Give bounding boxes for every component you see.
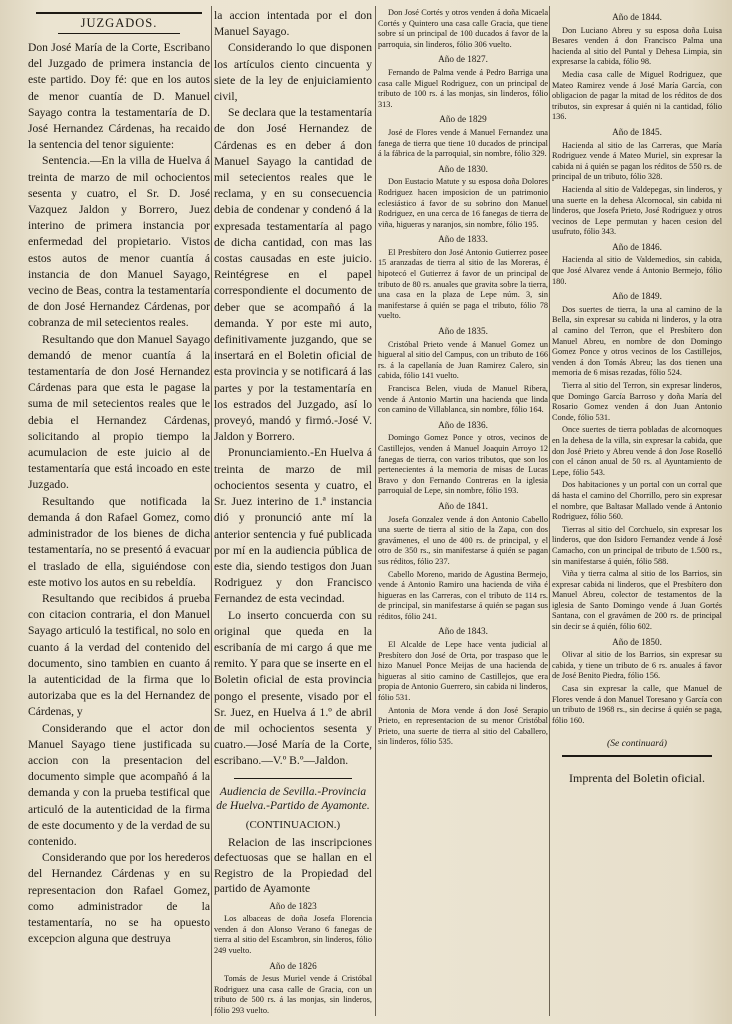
- entries-list: [378, 8, 548, 748]
- entry: Cristóbal Prieto vende á Manuel Gomez un higueral al sitio del Campus, con un tributo de 166 rs. á la capellanía de Juan Ramirez Calero, sin cabida, fólio 141 vuelto.: [378, 339, 548, 381]
- entry: Hacienda al sitio de Valdepegas, sin linderos, y una suerte en la dehesa Alcornocal, sin cabida ni linderos, que Josefa Prieto, José Rodriguez y otros vecinos de Lepe permutan y hacen cesion del usufruto, fólio 343.: [552, 184, 722, 237]
- continuacion-label: (CONTINUACION.): [245, 818, 341, 831]
- paragraph: Don José María de la Corte, Escribano del Juzgado de primera instancia de este partido. Doy fé: que en los autos de menor cuantía de D. Manuel Sayago contra la testamentaría de D. José Hernandez Cárdenas, ha recaido la sentencia del tenor siguiente:: [28, 41, 210, 152]
- entry: El Presbítero don José Antonio Gutierrez posee 15 aranzadas de tierra al sitio de las Moreras, é hipotecó el Gutierrez á favor de un principal de tributo de 80 rs. anuales que gravita sobre la tierra, una casa en la plaza de Lepe núm. 3, sin manifestarse á quién se paga el tributo, fólio 78 vuelto.: [378, 247, 548, 321]
- column-4: [552, 8, 722, 1018]
- paragraph: Resultando que recibidos á prueba con citacion contraria, el don Manuel Sayago articuló la testifical, no solo en cuanto á la verdad del contenido del documento, sino tambien en cuanto á la autenticidad de la firma que lo autorizaba que es la del Hernandez de Cárdenas, y: [28, 591, 210, 719]
- year-heading: Año de 1836.: [438, 419, 488, 430]
- entry: Fernando de Palma vende á Pedro Barriga una casa calle Miguel Rodriguez, con un principal de tributo de 100 rs. á las monjas, sin linderos, fólio 313.: [378, 67, 548, 109]
- year-heading: Año de 1833.: [438, 234, 488, 245]
- paragraph: Se declara que la testamentaría de don José Hernandez de Cárdenas es en deber á don Manuel Sayago la cantidad de mil setecientos reales que le reclama, y en su consecuencia debia de condenar y condenó á la expresada testamentaría al pago de dicha cantidad, con mas las costas causadas en este juicio. Reintégrese en el papel correspondiente el documento de deber que se acompañó á la demanda. Y por este mi auto, definitivamente juzgando, que se insertará en el Boletin oficial de esta provincia y se notificará á las partes y por la testamentaría en los estrados del Juzgado, así lo proveyó, mandó y firmó.-José V. Jaldon y Borrero.: [214, 106, 372, 444]
- entry: Los albaceas de doña Josefa Florencia venden á don Alonso Verano 6 fanegas de tierra al sitio del Escambron, sin linderos, fólio 249 vuelto.: [214, 914, 372, 955]
- year-heading: Año de 1843.: [438, 626, 488, 637]
- entry: Dos habitaciones y un portal con un corral que dá hasta el camino del Chorrillo, pero sin expresar el nombre, que Baltasar Mallado vende á Antonio Rodriguez, fólio 560.: [552, 480, 722, 522]
- entry: Tomás de Jesus Muriel vende á Cristóbal Rodriguez una casa calle de Gracia, con un tributo de 500 rs. á las monjas, sin linderos, fólio 293 vuelto.: [214, 974, 372, 1015]
- entry: El Alcalde de Lepe hace venta judicial al Presbítero don José de Orta, por traspaso que le hizo Manuel Ponce Meijas de una hacienda de higueras al sitio camino de Castillejos, que era propia de Antonio Guerrero, sin cabida ni linderos, fólio 531.: [378, 640, 548, 703]
- paragraph: Relacion de las inscripciones defectuosas que se hallan en el Registro de la Propiedad del partido de Ayamonte: [214, 835, 372, 896]
- paragraph: Lo inserto concuerda con su original que queda en la escribanía de mi cargo á que me remito. Y para que se inserte en el Boletin oficial de esta provincia pongo el presente, visado por el Sr. Juez, en Huelva á 1.º de abril de mil ochocientos sesenta y cuatro.—José María de la Corte, escribano.—V.º B.º—Jaldon.: [214, 608, 372, 768]
- paragraph: Resultando que notificada la demanda á don Rafael Gomez, como administrador de los bienes de dicha testamentaría, no se presentó á evacuar el traslado de ella, siguiéndose con este motivo los autos en su rebeldía.: [28, 494, 210, 589]
- entry: Don José Cortés y otros venden á doña Micaela Cortés y Quintero una casa calle Gracia, que tiene sobre sí un principal de 100 ducados á favor de la parroquia, sin linderos, fólio 306 vuelto.: [378, 8, 548, 49]
- judgment-continuation: [214, 8, 372, 770]
- entry: Hacienda al sitio de Valdemedios, sin cabida, que José Alvarez vende á Antonio Bermejo, fólio 180.: [552, 255, 722, 286]
- year-heading: Año de 1850.: [612, 636, 662, 647]
- entry: Casa sin expresar la calle, que Manuel de Flores vende á don Manuel Toresano y García con un tributo de 1968 rs., sin decirse á quién se paga, fólio 160.: [552, 684, 722, 725]
- continuation-note: (Se continuará): [607, 738, 667, 750]
- year-heading: Año de 1829: [439, 114, 487, 125]
- paragraph: Sentencia.—En la villa de Huelva á treinta de marzo de mil ochocientos sesenta y cuatro, el Sr. D. José Vazquez Jaldon y Borrero, Juez interino de primera instancia por enfermedad del propietario. Vistos estos autos de menor cuantía á instancia de don Manuel Sayago, vecino de Beas, contra la testamentaría de don José Hernandez Cárdenas, por cobranza de mil setecientos reales.: [28, 154, 210, 330]
- paragraph: Pronunciamiento.-En Huelva á treinta de marzo de mil ochocientos sesenta y cuatro, el Sr. Juez interino de 1.ª instancia dió y pronunció ante mí la anterior sentencia y fué publicada por mí en la audiencia pública de este dia, siendo testigos don Juan Rodriguez y don Francisco Fernandez de esta vecindad.: [214, 446, 372, 606]
- entry: Cabello Moreno, marido de Agustina Bermejo, vende á Antonio Ramiro una hacienda de viña é higueras en las Carreras, con el tributo de 114 rs. de principal, sin manifestarse á quién se pagan sus réditos, fólio 241.: [378, 569, 548, 621]
- entry: Don Eustacio Matute y su esposa doña Dolores Rodriguez hacen imposicion de un patrimonio eclesiástico á favor de su sobrino don Manuel Rodriguez, en una cerca de 16 fanegas de tierra de viña, higueras y naranjos, sin nombre, fólio 195.: [378, 177, 548, 229]
- year-heading: Año de 1827.: [438, 54, 488, 65]
- audiencia-title: Audiencia de Sevilla.-Provincia de Huelva.-Partido de Ayamonte.: [216, 785, 370, 812]
- column-rule: [375, 6, 376, 1016]
- header-rule: [36, 12, 202, 14]
- column-1: [28, 8, 210, 1018]
- column-rule: [549, 6, 550, 1016]
- entry: Francisca Belen, viuda de Manuel Ribera, vende á Antonio Martin una hacienda que linda con camino de Villablanca, sin nombre, fólio 164.: [378, 384, 548, 415]
- entry: Antonia de Mora vende á don José Serapio Prieto, en representacion de su menor Cristóbal Prieto, una suerte de tierra al sitio del Caballero, sin linderos, fólio 535.: [378, 705, 548, 747]
- entry: Media casa calle de Miguel Rodriguez, que Mateo Ramirez vende á José María García, con obligacion de pagar la mitad de los réditos de dos tributos, sin expresar á quién ni la cantidad, fólio 136.: [552, 69, 722, 122]
- paragraph: Considerando que el actor don Manuel Sayago tiene justificada su accion con la presentacion del documento simple que acompañó á la demanda y con la prueba testifical que articuló de la autenticidad de la firma de este documento y de la verdad de su contenido.: [28, 721, 210, 848]
- entry: Don Luciano Abreu y su esposa doña Luisa Besares venden á don Francisco Palma una hacienda al sitio del Puntal y Dehesa Limpia, sin expresarse la cabida, fólio 98.: [552, 25, 722, 67]
- year-heading: Año de 1841.: [438, 500, 488, 511]
- footer-rule: [562, 755, 712, 757]
- entry: Once suertes de tierra pobladas de alcornoques en la dehesa de la villa, sin expresar la cabida, que don José Prieto y Abreu vende á don Jose Roselló con el cánon anual de 50 rs. al Ayuntamiento de Lepe, fólio 543.: [552, 425, 722, 477]
- entry: José de Flores vende á Manuel Fernandez una fanega de tierra que tiene 10 ducados de principal á la fábrica de la parroquial, sin nombre, fólio 329.: [378, 127, 548, 159]
- relacion-text: [214, 835, 372, 897]
- year-heading: Año de 1849.: [612, 291, 662, 302]
- entry: Dos suertes de tierra, la una al camino de la Bella, sin expresar su cabida ni linderos, y la otra al camino del Terron, que el Presbítero don Manuel Abreu, en nombre de don Domingo Gomez Ponce y otros vecinos de los Castillejos, venden á don Tomás Abreu; las dos tienen una memoria de 6 misas rezadas, fólio 524.: [552, 304, 722, 378]
- year-heading: Año de 1846.: [612, 241, 662, 252]
- printer-imprint: Imprenta del Boletin oficial.: [569, 771, 705, 786]
- entries-list: [552, 12, 722, 726]
- year-heading: Año de 1845.: [612, 126, 662, 137]
- entry: Domingo Gomez Ponce y otros, vecinos de Castillejos, venden á Manuel Joaquin Arroyo 12 fanegas de tierra, con varios tributos, que son los pertenecientes á la memoria de misas de Lucas Bravo y don Fernando Contreras en la iglesia parroquial de Lepe, sin nombre, fólio 193.: [378, 433, 548, 496]
- year-heading: Año de 1823: [269, 900, 317, 911]
- section-rule: [234, 778, 352, 779]
- section-title: JUZGADOS.: [80, 16, 158, 30]
- title-rule: [58, 33, 180, 34]
- entry: Tierras al sitio del Corchuelo, sin expresar los linderos, que don Isidoro Fernandez vende á José Camacho, con un principal de tributo de 1.500 rs., sin manifestarse á quién, fólio 588.: [552, 524, 722, 566]
- paragraph: la accion intentada por el don Manuel Sayago.: [214, 9, 372, 39]
- entry: Josefa Gonzalez vende á don Antonio Cabello una suerte de tierra al sitio de la Zapa, con dos gravámenes, el uno de 400 rs. de principal, y el otro de 350 rs., sin manifestarse á quién se pagan sus réditos, fólio 237.: [378, 514, 548, 566]
- year-heading: Año de 1844.: [612, 12, 662, 22]
- column-3: [378, 8, 548, 1018]
- column-rule: [211, 6, 212, 1016]
- paragraph: Considerando que por los herederos del Hernandez Cárdenas y en su representacion don Rafael Gomez, como administrador de la testamentaría, no se ha opuesto excepcion alguna que destruya: [28, 851, 210, 946]
- column-2: [214, 8, 372, 1018]
- entry: Olivar al sitio de los Barrios, sin expresar su cabida, y tiene un tributo de 6 rs. anuales á favor de José Benito Piedra, fólio 156.: [552, 650, 722, 681]
- entry: Tierra al sitio del Terron, sin expresar linderos, que Domingo García Barroso y doña María del Rosario Gomez venden á don Juan Antonio Conde, fólio 531.: [552, 381, 722, 422]
- entry: Hacienda al sitio de las Carreras, que María Rodriguez vende á Mateo Muriel, sin expresar la cabida ni á quién se pagan los réditos de 550 rs. de principal de un tributo, fólio 328.: [552, 140, 722, 182]
- paragraph: Resultando que don Manuel Sayago demandó de menor cuantía á la testamentaría de don José Hernandez Cárdenas para que esta le pagase la suma de mil setecientos reales que le debia el Hernandez Cárdenas, solicitando al propio tiempo la acumulacion de este juicio al de testamentaría que está incoado en este Juzgado.: [28, 332, 210, 492]
- year-heading: Año de 1835.: [438, 326, 488, 337]
- entries-list: [214, 901, 372, 1017]
- year-heading: Año de 1826: [269, 960, 317, 971]
- judgment-text: [28, 40, 210, 947]
- entry: Viña y tierra calma al sitio de los Barrios, sin expresar cabida ni linderos, que el Presbítero don Manuel Abreu, colector de testamentos de la iglesia de Santo Domingo vende á Juan Gortés Santana, con el gravámen de 200 rs. de principal sin decir se á quién, fólio 602.: [552, 569, 722, 632]
- year-heading: Año de 1830.: [438, 163, 488, 174]
- paragraph: Considerando lo que disponen los artículos ciento cincuenta y siete de la ley de enjuiciamiento civil,: [214, 41, 372, 104]
